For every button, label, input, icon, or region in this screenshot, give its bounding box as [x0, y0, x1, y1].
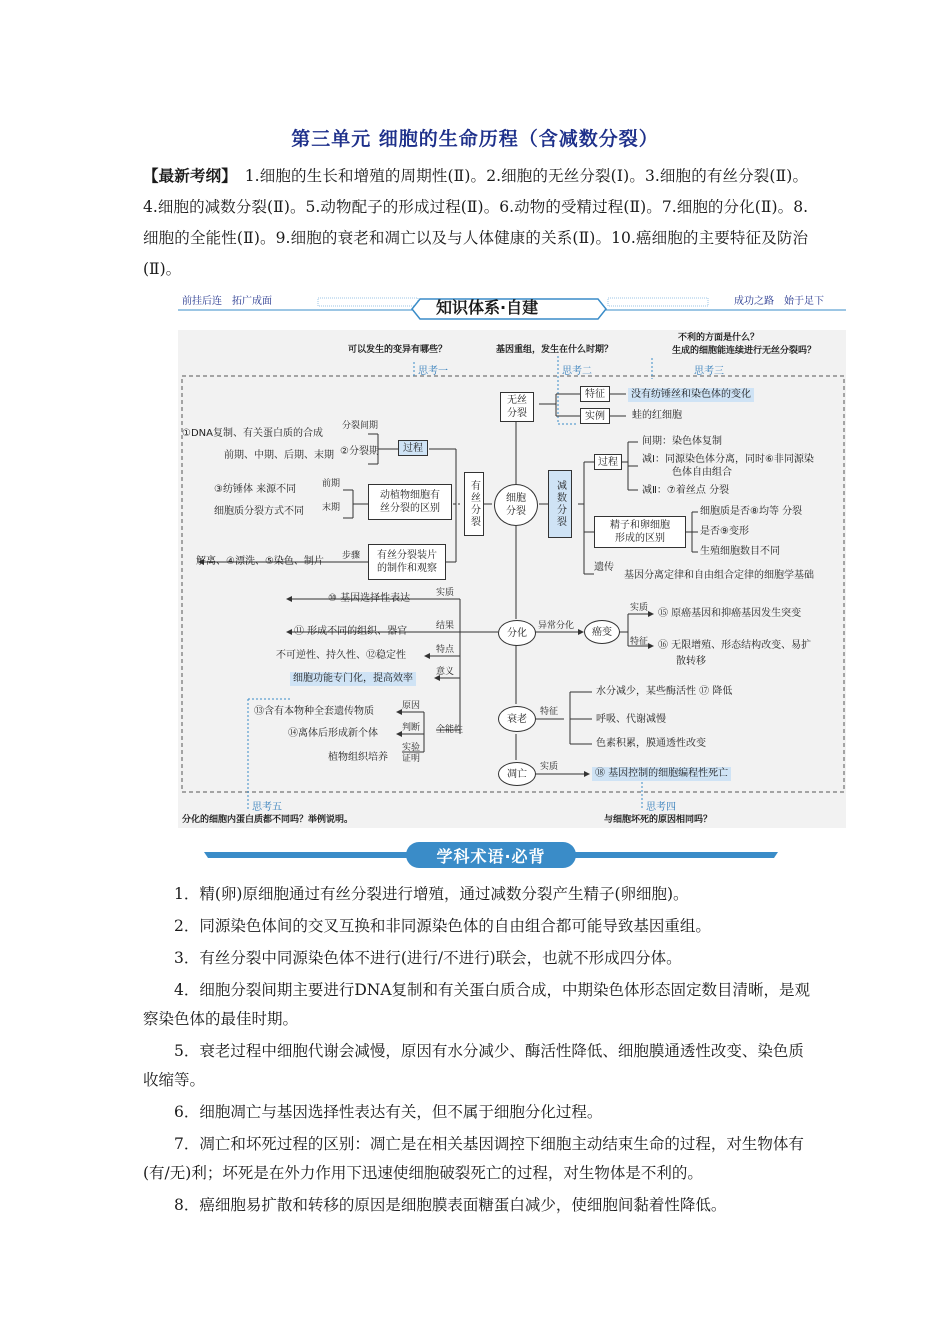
question-3a: 不利的方面是什么？	[678, 333, 760, 343]
amitosis-feature: 特征	[580, 386, 610, 402]
cancer-feature-label: 特征	[630, 637, 649, 647]
meiosis-genetics-label: 遗传	[594, 562, 614, 573]
meiosis-ii: 减Ⅱ：⑦着丝点 分裂	[642, 485, 730, 496]
meiosis-genetics: 基因分离定律和自由组合定律的细胞学基础	[624, 570, 814, 581]
mitosis-phases-content: 前期、中期、后期、末期	[224, 450, 334, 461]
amitosis-node: 无丝 分裂	[500, 392, 534, 422]
totipotency-judge: ⑭离体后形成新个体	[288, 728, 378, 739]
term-1: 1．精(卵)原细胞通过有丝分裂进行增殖，通过减数分裂产生精子(卵细胞)。	[174, 885, 689, 903]
cancer-node: 癌变	[584, 620, 620, 644]
think-4: 思考四	[646, 802, 676, 813]
tissue-culture: 植物组织培养	[328, 752, 388, 763]
term-2: 2．同源染色体间的交叉互换和非同源染色体的自由组合都可能导致基因重组。	[174, 917, 711, 935]
question-1: 可以发生的变异有哪些？	[348, 345, 448, 355]
think-5: 思考五	[252, 802, 282, 813]
meiosis-cell-count: 生殖细胞数目不同	[700, 546, 780, 557]
terms-banner	[200, 842, 782, 868]
knowledge-diagram	[178, 294, 846, 828]
mitosis-telophase-label: 末期	[322, 503, 341, 513]
term-3: 3．有丝分裂中同源染色体不进行(进行/不进行)联会，也就不形成四分体。	[174, 949, 682, 967]
diff-features: 不可逆性、持久性、⑫稳定性	[276, 650, 406, 661]
apoptosis-essence-label: 实质	[540, 762, 559, 772]
cancer-essence: ⑮ 原癌基因和抑癌基因发生突变	[658, 608, 802, 619]
mitosis-spindle: ③纺锤体 来源不同	[214, 484, 297, 495]
mitosis-cytokinesis: 细胞质分裂方式不同	[214, 506, 304, 517]
tissue-culture-label: 实验 证明	[402, 743, 421, 764]
meiosis-node: 减数分裂	[548, 470, 572, 538]
term-6: 6．细胞凋亡与基因选择性表达有关，但不属于细胞分化过程。	[174, 1103, 603, 1121]
apoptosis-essence: ⑱ 基因控制的细胞编程性死亡	[592, 767, 731, 781]
question-3b: 生成的细胞能连续进行无丝分裂吗？	[672, 346, 817, 356]
amitosis-example: 实例	[580, 408, 610, 424]
cell-division-node: 细胞 分裂	[494, 484, 538, 526]
terms-list	[143, 880, 813, 1223]
mitosis-phase-label: ②分裂期	[340, 446, 379, 457]
meiosis-deform: 是否⑨变形	[700, 526, 749, 537]
banner-title: 学科术语·必背	[436, 846, 546, 866]
amitosis-feature-value: 没有纺锤丝和染色体的变化	[628, 388, 754, 402]
mitosis-steps-label: 步骤	[342, 551, 361, 561]
abnormal-label: 异常分化	[538, 621, 575, 631]
question-4: 与细胞坏死的原因相同吗？	[604, 815, 713, 825]
mitosis-interphase-content: ①DNA复制、有关蛋白质的合成	[182, 428, 323, 439]
differentiation-node: 分化	[498, 620, 536, 646]
think-2: 思考二	[562, 366, 592, 377]
header-left: 前挂后连 拓广成面	[182, 296, 272, 307]
mitosis-experiment: 有丝分裂装片 的制作和观察	[368, 544, 446, 580]
totipotency-reason-label: 原因	[402, 701, 421, 711]
page-title: 第三单元 细胞的生命历程（含减数分裂）	[291, 128, 659, 150]
mitosis-prophase-label: 前期	[322, 479, 341, 489]
diff-features-label: 特点	[436, 645, 455, 655]
aging-feature-3: 色素积累，膜通透性改变	[596, 738, 706, 749]
meiosis-interphase: 间期：染色体复制	[642, 436, 722, 447]
totipotency-label: 全能性	[436, 725, 464, 735]
meiosis-i-a: 减Ⅰ：同源染色体分离，同时⑥非同源染	[642, 454, 814, 465]
diff-meaning: 细胞功能专门化，提高效率	[290, 672, 416, 686]
mitosis-difference: 动植物细胞有 丝分裂的区别	[368, 484, 452, 520]
apoptosis-node: 凋亡	[498, 762, 536, 786]
header-title: 知识体系·自建	[436, 298, 539, 317]
diff-essence: ⑩ 基因选择性表达	[328, 593, 411, 604]
mitosis-interphase-label: 分裂间期	[342, 421, 379, 431]
syllabus-text: 1.细胞的生长和增殖的周期性(Ⅱ)。2.细胞的无丝分裂(Ⅰ)。3.细胞的有丝分裂(Ⅱ)。4.细胞的减数分裂(Ⅱ)。5.动物配子的形成过程(Ⅱ)。6.动物的受精过程(Ⅱ)。7.细胞的分化(Ⅱ)。8.细胞的全能性(Ⅱ)。9.细胞的衰老和凋亡以及与人体健康的关系(Ⅱ)。10.癌细胞的主要特征及防治(Ⅱ)。	[143, 167, 808, 278]
term-8: 8．癌细胞易扩散和转移的原因是细胞膜表面糖蛋白减少，使细胞间黏着性降低。	[174, 1196, 727, 1214]
aging-feature-1: 水分减少，某些酶活性 ⑰ 降低	[596, 686, 733, 697]
diff-essence-label: 实质	[436, 588, 455, 598]
term-7: 7．凋亡和坏死过程的区别：凋亡是在相关基因调控下细胞主动结束生命的过程，对生物体有(有/无)利；坏死是在外力作用下迅速使细胞破裂死亡的过程，对生物体是不利的。	[143, 1135, 804, 1182]
diff-result: ⑪ 形成不同的组织、器官	[294, 626, 408, 637]
totipotency-judge-label: 判断	[402, 723, 421, 733]
diff-meaning-label: 意义	[436, 667, 455, 677]
question-2: 基因重组，发生在什么时期？	[496, 345, 614, 355]
aging-feature-label: 特征	[540, 707, 559, 717]
meiosis-gamete-difference: 精子和卵细胞 形成的区别	[594, 516, 686, 548]
aging-feature-2: 呼吸、代谢减慢	[596, 714, 666, 725]
term-4: 4．细胞分裂间期主要进行DNA复制和有关蛋白质合成，中期染色体形态固定数目清晰，是观察染色体的最佳时期。	[143, 981, 811, 1028]
amitosis-example-value: 蛙的红细胞	[632, 410, 682, 421]
mitosis-steps: 解离、④漂洗、⑤染色、制片	[196, 556, 324, 567]
aging-node: 衰老	[498, 706, 536, 732]
question-5: 分化的细胞内蛋白质都不同吗？举例说明。	[182, 815, 354, 825]
mitosis-node: 有丝分裂	[464, 472, 484, 536]
diff-result-label: 结果	[436, 621, 455, 631]
mitosis-process: 过程	[398, 440, 428, 456]
meiosis-i-b: 色体自由组合	[672, 467, 732, 478]
totipotency-reason: ⑬含有本物种全套遗传物质	[254, 706, 374, 717]
meiosis-process: 过程	[594, 454, 622, 470]
term-5: 5．衰老过程中细胞代谢会减慢，原因有水分减少、酶活性降低、细胞膜通透性改变、染色质收缩等。	[143, 1042, 804, 1089]
header-right: 成功之路 始于足下	[734, 296, 824, 307]
cancer-feature-b: 散转移	[676, 656, 706, 667]
think-3: 思考三	[694, 366, 724, 377]
syllabus	[143, 160, 808, 285]
cancer-feature-a: ⑯ 无限增殖、形态结构改变、易扩	[658, 640, 812, 651]
syllabus-tag: 【最新考纲】	[143, 166, 230, 185]
cancer-essence-label: 实质	[630, 603, 649, 613]
think-1: 思考一	[418, 366, 448, 377]
meiosis-cytoplasm: 细胞质是否⑧均等 分裂	[700, 506, 803, 517]
